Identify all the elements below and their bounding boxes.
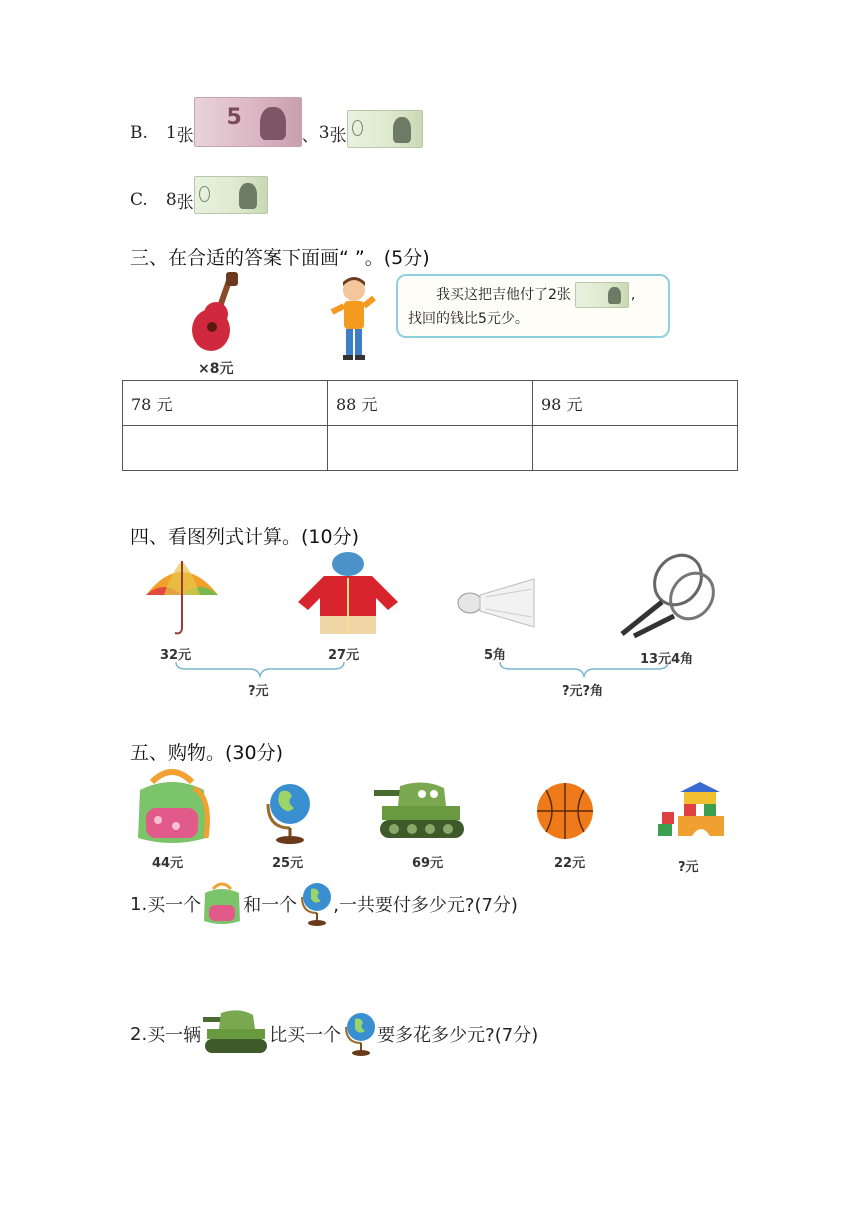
coat-price: 27元 [328,648,360,663]
brace-1 [174,660,346,678]
shuttlecock-icon [456,575,538,631]
option-b-separator: 、 [301,125,319,146]
speech-bubble: 我买这把吉他付了2张 , 找回的钱比5元少。 [396,274,670,338]
sum-1-label: ?元 [248,684,269,699]
tank-price: 69元 [412,856,444,871]
question-2-text-c: 要多花多少元?(7分) [377,1025,539,1046]
blocks-icon [656,780,728,844]
globe-price: 25元 [272,856,304,871]
backpack-icon [132,768,212,846]
answer-cell-78[interactable] [123,426,328,471]
question-2 [130,1006,538,1062]
umbrella-icon [142,555,222,637]
question-1-number: 1. [130,893,148,915]
option-b-count2: 3 [318,123,330,143]
tank-icon [372,780,466,842]
fifty-yuan-bill-icon [575,282,629,308]
speech-line-1: 我买这把吉他付了2张 [436,287,571,303]
option-b-label: B. [130,123,148,143]
brace-2 [498,660,670,678]
section-3-title: 三、在合适的答案下面画“ ”。(5分) [130,247,430,269]
answer-option-98: 98 元 [533,381,738,426]
one-yuan-bill-icon [347,110,423,148]
option-c-unit: 张 [176,192,194,213]
option-b-unit1: 张 [176,125,194,146]
shuttlecock-price: 5角 [484,648,507,663]
answer-cell-98[interactable] [533,426,738,471]
question-1-text-c: ,一共要付多少元?(7分) [333,895,518,916]
globe-icon [341,1009,377,1059]
coat-icon [296,550,400,638]
answer-option-78: 78 元 [123,381,328,426]
option-c-count: 8 [165,190,177,210]
backpack-price: 44元 [152,856,184,871]
sum-2-label: ?元?角 [562,684,604,699]
question-1-text-b: 和一个 [243,895,298,916]
globe-icon [297,879,333,929]
option-c [130,180,268,220]
option-b-unit2: 张 [329,125,347,146]
racket-price: 13元4角 [640,652,694,667]
option-c-label: C. [130,190,148,210]
speech-line-2: 找回的钱比5元少。 [408,311,529,327]
question-2-text-b: 比买一个 [269,1025,342,1046]
basketball-icon [534,780,596,842]
answer-option-88: 88 元 [328,381,533,426]
option-b [130,104,423,158]
answer-cell-88[interactable] [328,426,533,471]
section-4-title: 四、看图列式计算。(10分) [130,526,360,548]
globe-icon [260,778,316,846]
rackets-icon [612,550,716,640]
backpack-icon [201,881,243,927]
question-2-number: 2. [130,1023,148,1045]
umbrella-price: 32元 [160,648,192,663]
basketball-price: 22元 [554,856,586,871]
boy-icon [330,276,378,362]
guitar-price: ×8元 [198,361,234,377]
option-b-count1: 1 [165,123,177,143]
guitar-icon [186,272,256,354]
question-2-text-a: 买一辆 [147,1025,202,1046]
one-yuan-bill-icon [194,176,268,214]
tank-icon [201,1009,269,1059]
question-1-text-a: 买一个 [147,895,202,916]
question-1 [130,880,518,928]
five-yuan-bill-icon: 5 [194,97,302,147]
answer-table [122,380,738,471]
blocks-price: ?元 [678,860,699,875]
section-5-title: 五、购物。(30分) [130,742,284,764]
